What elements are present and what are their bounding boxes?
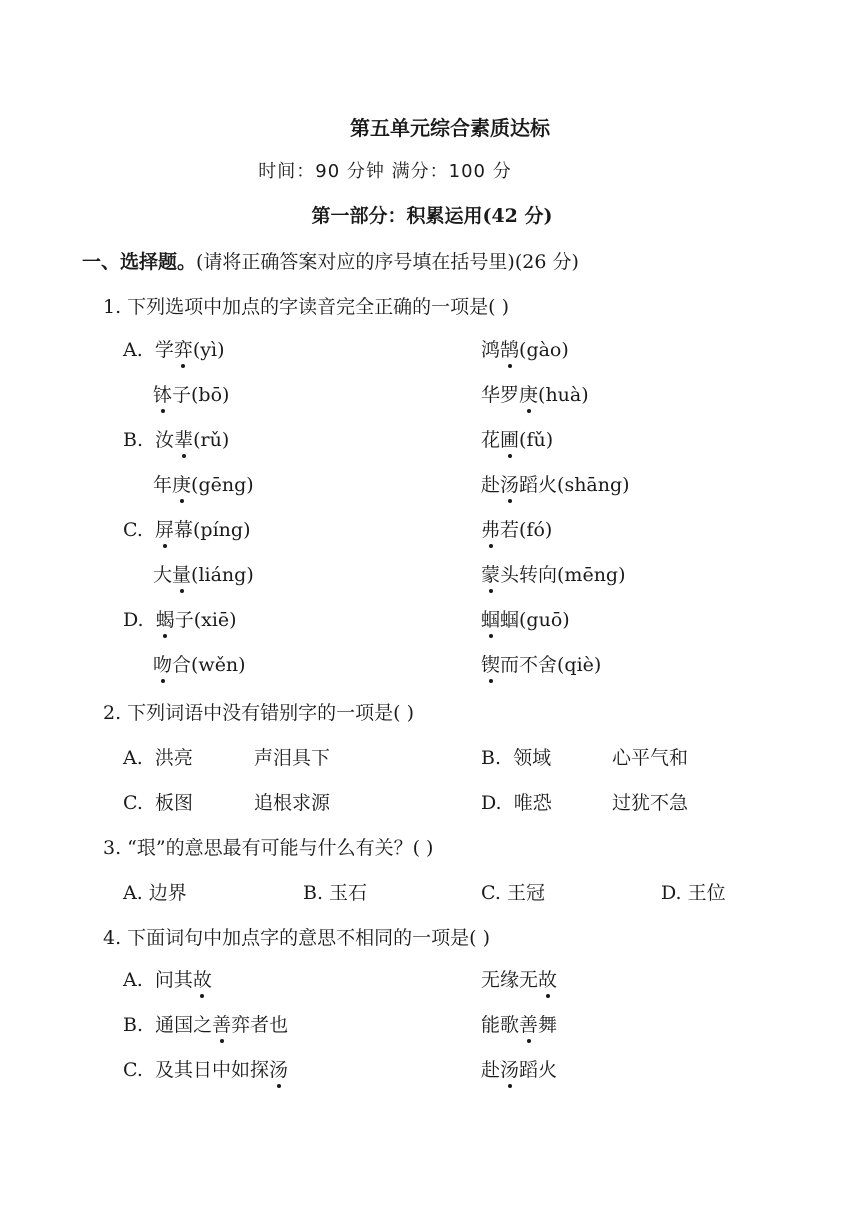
word: 领域 [513,747,552,769]
question-2-stem: 2. 下列词语中没有错别字的一项是( ) [103,702,415,724]
section-text: (请将正确答案对应的序号填在括号里)(26 分) [196,251,579,273]
section-heading [82,250,579,274]
q1-option-a-right1 [481,338,569,362]
q4-option-b-right [481,1013,557,1037]
dotted-char: 蝈 [481,609,501,631]
text: 合(wěn) [172,654,246,676]
text: 年 [153,474,173,496]
dotted-char: 圃 [500,429,520,451]
dotted-char: 庚 [519,384,539,406]
q2-option-c [123,791,193,815]
dotted-char: 善 [212,1014,232,1036]
q1-option-c-line2 [153,563,254,587]
word: 洪亮 [154,747,193,769]
part-heading: 第一部分：积累运用(42 分) [311,205,553,227]
q1-option-c-line1 [123,518,250,542]
text: 无缘无 [481,969,539,991]
option-tag: C. [123,1059,143,1081]
text: 鸿 [481,339,501,361]
q1-option-b-right1 [481,428,553,452]
text: 学 [154,339,174,361]
text: 幕(píng) [174,519,251,541]
text: (huà) [538,384,589,406]
option-tag: D. [123,609,144,631]
text: 通国之 [155,1014,213,1036]
text: 舞 [538,1014,558,1036]
text: 蝈(guō) [500,609,570,631]
page-title: 第五单元综合素质达标 [350,116,550,140]
text: 汝 [155,429,175,451]
text: 而不舍(qiè) [500,654,602,676]
text: 能歌 [481,1014,520,1036]
q1-option-b-line1 [123,428,229,452]
q1-option-b-right2 [481,473,630,497]
option-tag: B. [481,747,502,769]
exam-meta: 时间：90 分钟 满分：100 分 [258,161,512,182]
q2-option-d-word2: 过犹不急 [612,792,689,814]
text: 蹈火 [519,1059,558,1081]
dotted-char: 屏 [155,519,175,541]
dotted-char: 蒙 [481,564,501,586]
text: (rǔ) [193,429,230,451]
q1-option-a-line1 [123,338,225,362]
text: (gēng) [191,474,254,496]
q2-option-a [123,746,193,770]
q2-option-b-word2: 心平气和 [612,747,689,769]
q1-option-a-right2 [481,383,589,407]
option-tag: D. [481,792,502,814]
text: 赴 [481,474,501,496]
q4-option-b [123,1013,288,1037]
q3-option-b: B. 玉石 [303,882,368,904]
q1-option-d-line1 [123,608,237,632]
q2-option-a-word2: 声泪具下 [254,747,331,769]
q1-option-d-line2 [153,653,246,677]
q4-option-a [123,968,212,992]
dotted-char: 锲 [481,654,501,676]
q1-option-d-right2 [481,653,601,677]
dotted-char: 汤 [269,1059,289,1081]
q1-option-a-line2 [153,383,229,407]
word: 唯恐 [513,792,552,814]
text: 及其日中如探 [155,1059,270,1081]
text: 蹈火(shāng) [519,474,630,496]
dotted-char: 庚 [172,474,192,496]
q4-option-a-right [481,968,557,992]
q2-option-d [481,791,552,815]
text: (fǔ) [519,429,554,451]
option-tag: A. [123,969,143,991]
q4-option-c-right [481,1058,557,1082]
dotted-char: 汤 [500,474,520,496]
text: 弈者也 [231,1014,289,1036]
dotted-char: 鹄 [500,339,520,361]
option-tag: A. [123,747,143,769]
option-tag: C. [123,519,143,541]
q4-option-c [123,1058,288,1082]
q3-option-d: D. 王位 [661,882,726,904]
dotted-char: 弗 [481,519,501,541]
dotted-char: 故 [192,969,212,991]
q1-option-c-right2 [481,563,626,587]
word: 板图 [155,792,194,814]
dotted-char: 辈 [174,429,194,451]
dotted-char: 弈 [173,339,193,361]
text: 大 [153,564,173,586]
q2-option-b [481,746,551,770]
dotted-char: 善 [519,1014,539,1036]
text: (yì) [192,339,225,361]
dotted-char: 吻 [153,654,173,676]
dotted-char: 量 [172,564,192,586]
option-tag: B. [123,1014,144,1036]
dotted-char: 汤 [500,1059,520,1081]
text: 若(fó) [500,519,553,541]
option-tag: A. [123,339,143,361]
question-1-stem: 1. 下列选项中加点的字读音完全正确的一项是( ) [103,296,510,318]
text: 华罗 [481,384,520,406]
text: 子(xiē) [174,609,237,631]
text: 赴 [481,1059,501,1081]
text: (liáng) [191,564,254,586]
option-tag: B. [123,429,144,451]
option-tag: C. [123,792,143,814]
q1-option-c-right1 [481,518,552,542]
section-label: 一、选择题。 [82,251,197,273]
dotted-char: 蝎 [155,609,175,631]
question-3-stem: 3. “珢”的意思最有可能与什么有关？( ) [103,837,434,859]
question-4-stem: 4. 下面词句中加点字的意思不相同的一项是( ) [103,927,491,949]
text: 问其 [154,969,193,991]
q2-option-c-word2: 追根求源 [254,792,331,814]
text: (gào) [519,339,569,361]
q3-option-c: C. 王冠 [481,882,545,904]
q3-option-a: A. 边界 [123,882,187,904]
text: 头转向(mēng) [500,564,626,586]
q1-option-b-line2 [153,473,254,497]
dotted-char: 钵 [153,384,173,406]
dotted-char: 故 [538,969,558,991]
text: 子(bō) [172,384,230,406]
text: 花 [481,429,501,451]
q1-option-d-right1 [481,608,570,632]
